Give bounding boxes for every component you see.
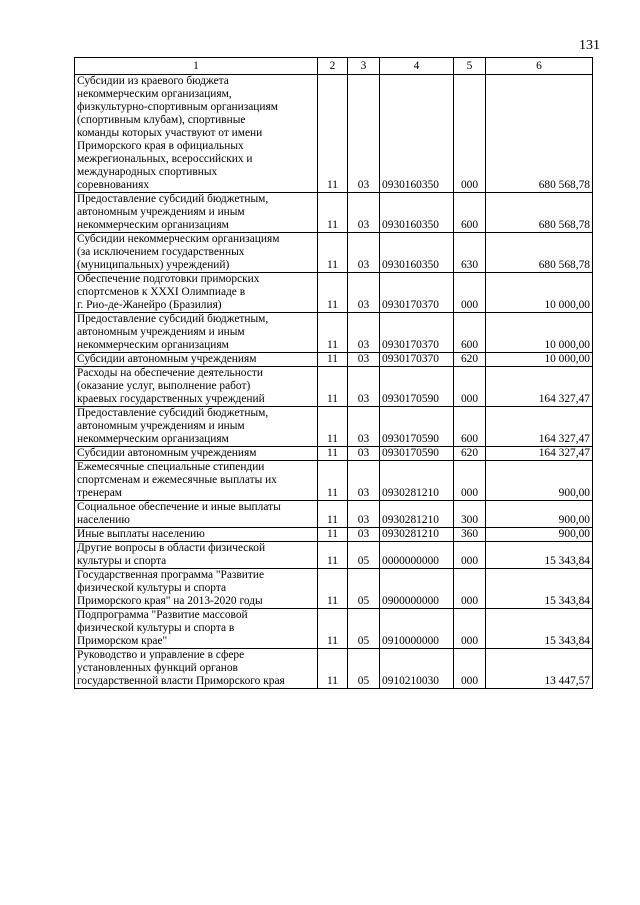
amount-cell: 680 568,78 [486,75,593,193]
target-article-cell: 0930160350 [380,193,454,233]
section-code-cell: 11 [318,542,348,569]
expense-type-cell: 600 [454,193,486,233]
expense-type-cell: 000 [454,273,486,313]
target-article-cell: 0930170370 [380,273,454,313]
expense-name-cell: Субсидии некоммерческим организациям (за исключением государственных (муниципальных) учреждений) [75,233,318,273]
section-code-cell: 11 [318,501,348,528]
section-code-cell: 11 [318,461,348,501]
expense-type-cell: 000 [454,649,486,689]
section-code-cell: 11 [318,528,348,542]
expense-type-cell: 000 [454,609,486,649]
section-code-cell: 11 [318,569,348,609]
expense-name-cell: Руководство и управление в сфере установленных функций органов государственной власти Приморского края [75,649,318,689]
section-code-cell: 11 [318,353,348,367]
expense-name-cell: Другие вопросы в области физической культуры и спорта [75,542,318,569]
subsection-code-cell: 03 [348,193,380,233]
table-row [75,233,593,273]
expense-type-cell: 630 [454,233,486,273]
section-code-cell: 11 [318,193,348,233]
subsection-code-cell: 05 [348,542,380,569]
subsection-code-cell: 03 [348,367,380,407]
table-row [75,407,593,447]
table-row [75,447,593,461]
column-header-2: 2 [318,58,348,75]
section-code-cell: 11 [318,609,348,649]
amount-cell: 10 000,00 [486,273,593,313]
target-article-cell: 0900000000 [380,569,454,609]
section-code-cell: 11 [318,233,348,273]
table-row [75,501,593,528]
expense-name-cell: Предоставление субсидий бюджетным, автономным учреждениям и иным некоммерческим организациям [75,407,318,447]
section-code-cell: 11 [318,407,348,447]
expense-type-cell: 000 [454,367,486,407]
amount-cell: 680 568,78 [486,193,593,233]
column-header-3: 3 [348,58,380,75]
table-row [75,273,593,313]
subsection-code-cell: 03 [348,501,380,528]
section-code-cell: 11 [318,75,348,193]
column-header-6: 6 [486,58,593,75]
expense-type-cell: 620 [454,353,486,367]
expense-type-cell: 620 [454,447,486,461]
expense-name-cell: Предоставление субсидий бюджетным, автономным учреждениям и иным некоммерческим организациям [75,313,318,353]
expense-name-cell: Субсидии автономным учреждениям [75,353,318,367]
subsection-code-cell: 03 [348,353,380,367]
target-article-cell: 0930281210 [380,461,454,501]
column-header-5: 5 [454,58,486,75]
amount-cell: 900,00 [486,461,593,501]
page-number: 131 [579,38,600,53]
target-article-cell: 0930160350 [380,233,454,273]
target-article-cell: 0930170590 [380,407,454,447]
table-row [75,569,593,609]
expense-name-cell: Расходы на обеспечение деятельности (оказание услуг, выполнение работ) краевых государственных учреждений [75,367,318,407]
amount-cell: 15 343,84 [486,609,593,649]
table-row [75,313,593,353]
target-article-cell: 0000000000 [380,542,454,569]
subsection-code-cell: 03 [348,313,380,353]
section-code-cell: 11 [318,313,348,353]
expense-name-cell: Субсидии автономным учреждениям [75,447,318,461]
subsection-code-cell: 03 [348,233,380,273]
expense-name-cell: Субсидии из краевого бюджета некоммерческим организациям, физкультурно-спортивным организациям (спортивным клубам), спортивные команды которых участвуют от имени Приморского края в официальных межрегиональных, всероссийских и международных спортивных соревнованиях [75,75,318,193]
amount-cell: 164 327,47 [486,447,593,461]
section-code-cell: 11 [318,367,348,407]
amount-cell: 15 343,84 [486,569,593,609]
table-row [75,461,593,501]
table-row [75,367,593,407]
subsection-code-cell: 05 [348,569,380,609]
budget-table [74,57,593,689]
expense-type-cell: 300 [454,501,486,528]
expense-type-cell: 000 [454,542,486,569]
subsection-code-cell: 03 [348,273,380,313]
amount-cell: 164 327,47 [486,407,593,447]
expense-name-cell: Предоставление субсидий бюджетным, автономным учреждениям и иным некоммерческим организациям [75,193,318,233]
section-code-cell: 11 [318,273,348,313]
target-article-cell: 0930281210 [380,528,454,542]
amount-cell: 10 000,00 [486,353,593,367]
subsection-code-cell: 05 [348,609,380,649]
amount-cell: 13 447,57 [486,649,593,689]
subsection-code-cell: 03 [348,461,380,501]
target-article-cell: 0930170590 [380,367,454,407]
expense-name-cell: Обеспечение подготовки приморских спортсменов к XXXI Олимпиаде в г. Рио-де-Жанейро (Бразилия) [75,273,318,313]
section-code-cell: 11 [318,447,348,461]
expense-type-cell: 600 [454,407,486,447]
expense-name-cell: Подпрограмма "Развитие массовой физической культуры и спорта в Приморском крае" [75,609,318,649]
table-row [75,528,593,542]
target-article-cell: 0910000000 [380,609,454,649]
subsection-code-cell: 03 [348,528,380,542]
expense-type-cell: 000 [454,569,486,609]
section-code-cell: 11 [318,649,348,689]
amount-cell: 900,00 [486,501,593,528]
expense-name-cell: Иные выплаты населению [75,528,318,542]
table-row [75,649,593,689]
column-header-1: 1 [75,58,318,75]
expense-name-cell: Ежемесячные специальные стипендии спортсменам и ежемесячные выплаты их тренерам [75,461,318,501]
subsection-code-cell: 05 [348,649,380,689]
expense-name-cell: Социальное обеспечение и иные выплаты населению [75,501,318,528]
table-row [75,609,593,649]
target-article-cell: 0930170370 [380,313,454,353]
target-article-cell: 0930170370 [380,353,454,367]
amount-cell: 900,00 [486,528,593,542]
target-article-cell: 0930160350 [380,75,454,193]
expense-type-cell: 000 [454,461,486,501]
table-row [75,193,593,233]
expense-type-cell: 360 [454,528,486,542]
amount-cell: 10 000,00 [486,313,593,353]
amount-cell: 164 327,47 [486,367,593,407]
subsection-code-cell: 03 [348,447,380,461]
subsection-code-cell: 03 [348,407,380,447]
amount-cell: 680 568,78 [486,233,593,273]
table-row [75,542,593,569]
table-row [75,353,593,367]
expense-type-cell: 600 [454,313,486,353]
target-article-cell: 0930281210 [380,501,454,528]
expense-type-cell: 000 [454,75,486,193]
column-header-4: 4 [380,58,454,75]
table-row [75,75,593,193]
expense-name-cell: Государственная программа "Развитие физической культуры и спорта Приморского края" на 2013-2020 годы [75,569,318,609]
header-row [75,58,593,75]
amount-cell: 15 343,84 [486,542,593,569]
target-article-cell: 0930170590 [380,447,454,461]
subsection-code-cell: 03 [348,75,380,193]
target-article-cell: 0910210030 [380,649,454,689]
